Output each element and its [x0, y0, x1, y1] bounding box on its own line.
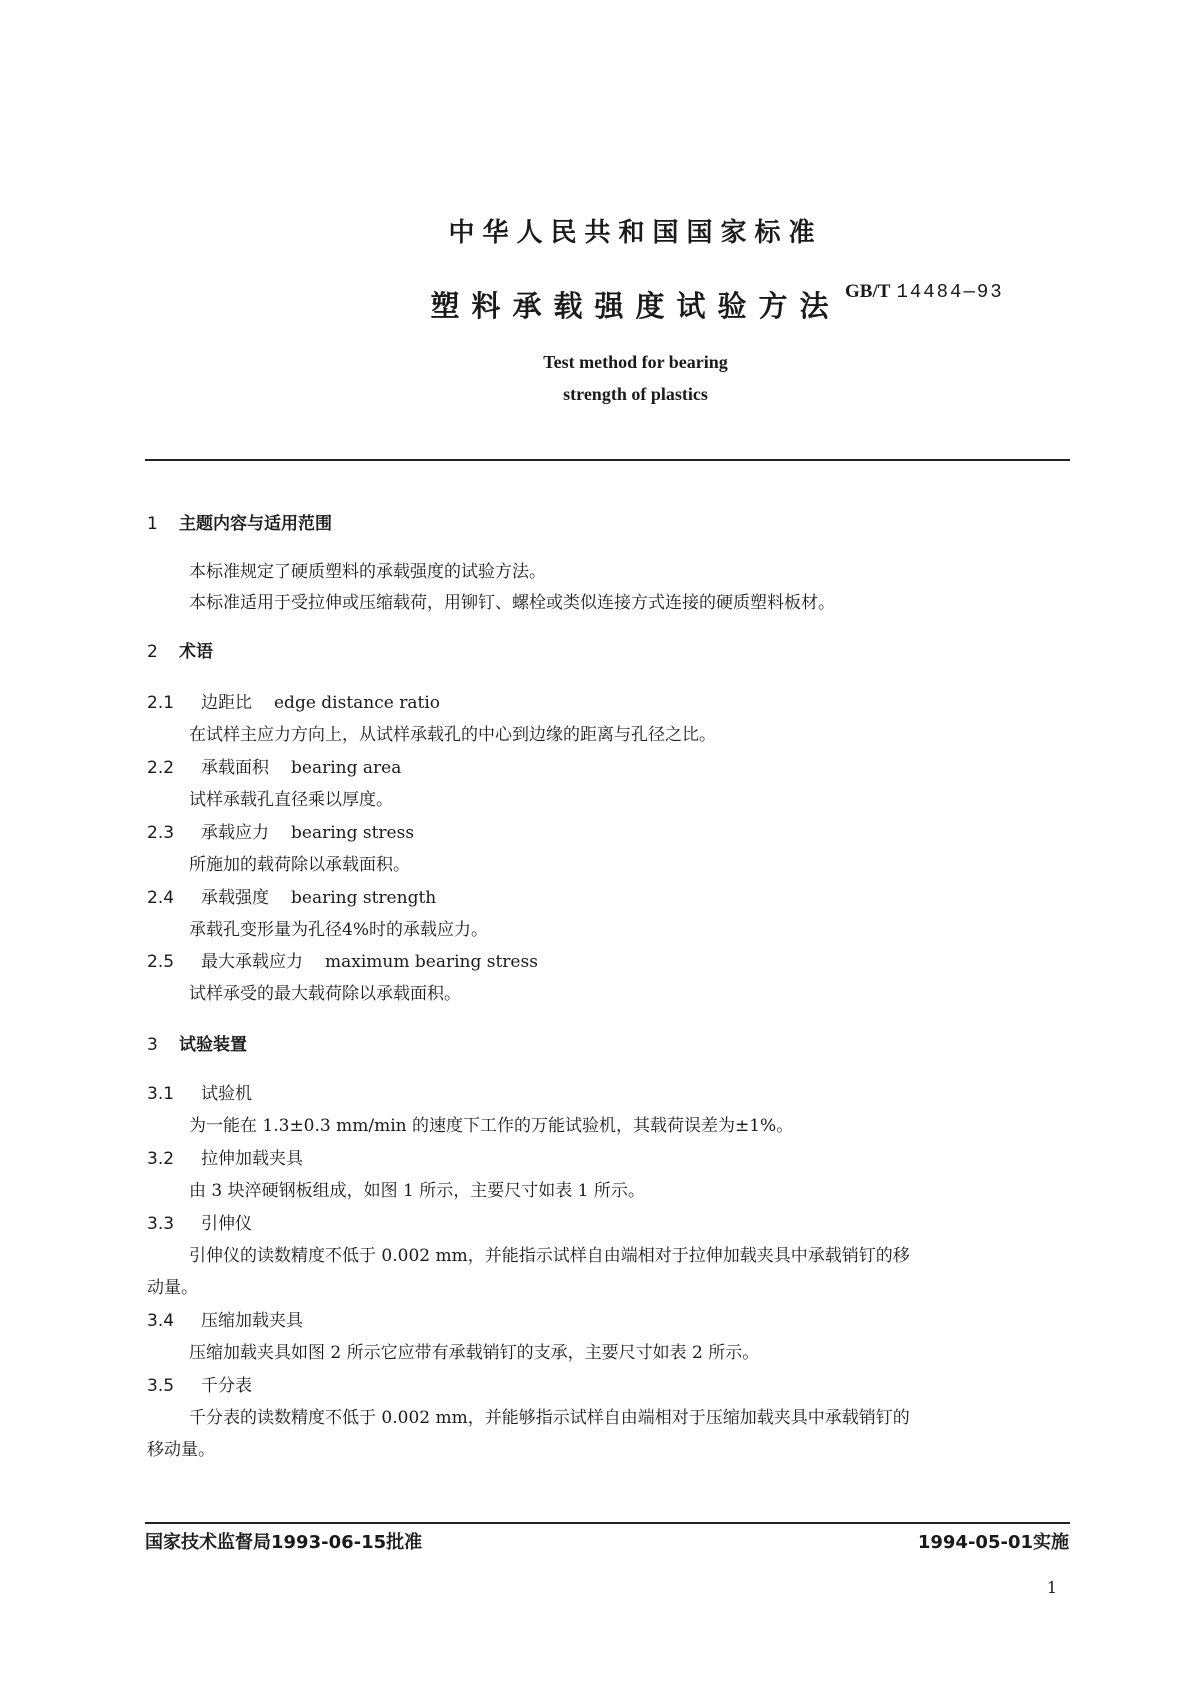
clause-number: 3.1: [147, 1084, 175, 1104]
section-3-heading: [147, 1030, 247, 1055]
section-2-heading: [147, 637, 213, 662]
document-title: 塑料承载强度试验方法: [430, 289, 841, 323]
english-title-line-2: strength of plastics: [563, 384, 708, 404]
clause-3-5-text-b: 移动量。: [147, 1440, 215, 1460]
clause-title: 引伸仪: [201, 1214, 252, 1234]
clause-2-2: [147, 753, 401, 778]
clause-2-4: [147, 883, 436, 908]
section-1-paragraph-1: 本标准规定了硬质塑料的承载强度的试验方法。: [189, 562, 546, 582]
standard-number: 14484—93: [896, 281, 1004, 303]
clause-number: 3.4: [147, 1311, 175, 1331]
clause-title: 压缩加载夹具: [201, 1311, 303, 1331]
clause-3-1-text: 为一能在 1.3±0.3 mm/min 的速度下工作的万能试验机，其载荷误差为±1%。: [189, 1116, 794, 1136]
clause-2-5: [147, 947, 538, 972]
clause-3-5: [147, 1371, 252, 1396]
clause-number: 2.4: [147, 888, 175, 908]
clause-3-4-text: 压缩加载夹具如图 2 所示它应带有承载销钉的支承，主要尺寸如表 2 所示。: [189, 1343, 760, 1363]
definition-2-4: 承载孔变形量为孔径4%时的承载应力。: [189, 920, 488, 940]
clause-3-4: [147, 1306, 303, 1331]
definition-2-5: 试样承受的最大载荷除以承载面积。: [189, 984, 461, 1004]
section-1-paragraph-2: 本标准适用于受拉伸或压缩载荷，用铆钉、螺栓或类似连接方式连接的硬质塑料板材。: [189, 593, 835, 613]
term-zh: 最大承载应力: [201, 952, 303, 972]
effective-date: 1994-05-01实施: [917, 1532, 1069, 1553]
section-number: 1: [147, 514, 158, 534]
definition-2-3: 所施加的载荷除以承载面积。: [189, 855, 410, 875]
clause-number: 3.2: [147, 1149, 175, 1169]
page-number: 1: [1046, 1578, 1057, 1597]
clause-3-5-text-a: 千分表的读数精度不低于 0.002 mm，并能够指示试样自由端相对于压缩加载夹具中承载销钉的: [189, 1408, 910, 1428]
term-zh: 承载强度: [201, 888, 269, 908]
clause-title: 拉伸加载夹具: [201, 1149, 303, 1169]
clause-3-1: [147, 1079, 252, 1104]
section-number: 2: [147, 642, 158, 662]
section-title: 术语: [179, 642, 213, 662]
english-title-line-1: Test method for bearing: [543, 352, 728, 372]
clause-title: 试验机: [201, 1084, 252, 1104]
clause-2-3: [147, 818, 414, 843]
clause-2-1: [147, 688, 440, 713]
clause-number: 2.3: [147, 823, 175, 843]
standard-prefix: GB/T: [845, 281, 891, 302]
term-en: bearing strength: [291, 888, 437, 908]
term-en: bearing stress: [291, 823, 415, 843]
term-en: bearing area: [291, 758, 402, 778]
clause-3-3-text-a: 引伸仪的读数精度不低于 0.002 mm，并能指示试样自由端相对于拉伸加载夹具中承载销钉的移: [189, 1246, 910, 1266]
term-zh: 边距比: [201, 693, 252, 713]
term-zh: 承载面积: [201, 758, 269, 778]
clause-number: 2.5: [147, 952, 175, 972]
approval-note: 国家技术监督局1993-06-15批准: [145, 1532, 423, 1553]
national-standard-heading: 中华人民共和国国家标准: [448, 218, 823, 248]
section-title: 试验装置: [179, 1035, 247, 1055]
term-en: maximum bearing stress: [325, 952, 538, 972]
term-zh: 承载应力: [201, 823, 269, 843]
section-1-heading: [147, 509, 332, 534]
definition-2-2: 试样承载孔直径乘以厚度。: [189, 790, 393, 810]
clause-number: 3.3: [147, 1214, 175, 1234]
clause-3-2-text: 由 3 块淬硬钢板组成，如图 1 所示，主要尺寸如表 1 所示。: [189, 1181, 645, 1201]
term-en: edge distance ratio: [274, 693, 440, 713]
clause-3-3: [147, 1209, 252, 1234]
clause-number: 2.1: [147, 693, 175, 713]
clause-number: 3.5: [147, 1376, 175, 1396]
standard-code: [845, 280, 1004, 303]
section-title: 主题内容与适用范围: [179, 514, 332, 534]
clause-3-3-text-b: 动量。: [147, 1278, 198, 1298]
header-divider: [145, 459, 1070, 461]
clause-number: 2.2: [147, 758, 175, 778]
definition-2-1: 在试样主应力方向上，从试样承载孔的中心到边缘的距离与孔径之比。: [189, 725, 716, 745]
clause-title: 千分表: [201, 1376, 252, 1396]
footer-divider: [145, 1522, 1070, 1524]
clause-3-2: [147, 1144, 303, 1169]
section-number: 3: [147, 1035, 158, 1055]
